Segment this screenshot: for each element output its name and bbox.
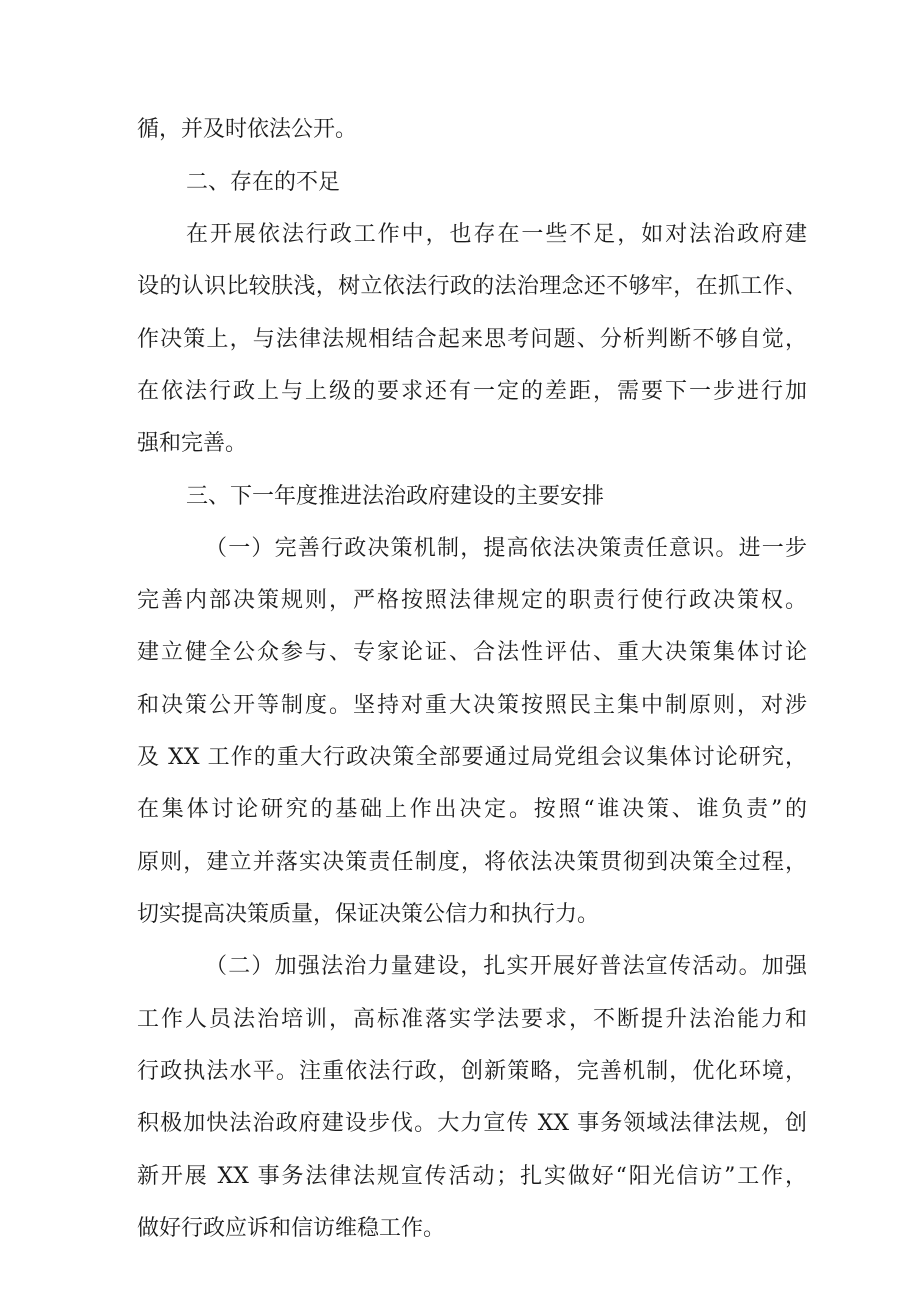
text-line: 行政执法水平。注重依法行政，创新策略，完善机制，优化环境， xyxy=(137,1059,807,1084)
text-line: 做好行政应诉和信访维稳工作。 xyxy=(137,1216,446,1241)
section-heading: 二、存在的不足 xyxy=(186,170,341,195)
text-line: 切实提高决策质量，保证决策公信力和执行力。 xyxy=(137,902,600,927)
text-line: 及 XX 工作的重大行政决策全部要通过局党组会议集体讨论研究， xyxy=(137,745,807,770)
text-line: 在开展依法行政工作中，也存在一些不足，如对法治政府建 xyxy=(186,222,807,247)
section-heading: 三、下一年度推进法治政府建设的主要安排 xyxy=(186,484,605,509)
text-line: 作决策上，与法律法规相结合起来思考问题、分析判断不够自觉， xyxy=(137,327,807,352)
text-line: 积极加快法治政府建设步伐。大力宣传 XX 事务领域法律法规，创 xyxy=(137,1111,807,1136)
text-line: 原则，建立并落实决策责任制度，将依法决策贯彻到决策全过程， xyxy=(137,850,807,875)
text-line: 设的认识比较肤浅，树立依法行政的法治理念还不够牢，在抓工作、 xyxy=(137,274,807,299)
text-line: 建立健全公众参与、专家论证、合法性评估、重大决策集体讨论 xyxy=(137,640,807,665)
text-line: （一）完善行政决策机制，提高依法决策责任意识。进一步 xyxy=(205,536,807,561)
text-line: 完善内部决策规则，严格按照法律规定的职责行使行政决策权。 xyxy=(137,588,807,613)
text-line: 在依法行政上与上级的要求还有一定的差距，需要下一步进行加 xyxy=(137,379,807,404)
text-line: 强和完善。 xyxy=(137,431,248,456)
text-line: 在集体讨论研究的基础上作出决定。按照“谁决策、谁负责”的 xyxy=(137,797,807,822)
text-line: （二）加强法治力量建设，扎实开展好普法宣传活动。加强 xyxy=(205,954,807,979)
text-line: 循，并及时依法公开。 xyxy=(137,117,358,142)
text-line: 和决策公开等制度。坚持对重大决策按照民主集中制原则，对涉 xyxy=(137,693,807,718)
text-line: 工作人员法治培训，高标准落实学法要求，不断提升法治能力和 xyxy=(137,1007,807,1032)
text-line: 新开展 XX 事务法律法规宣传活动；扎实做好“阳光信访”工作， xyxy=(137,1164,807,1189)
